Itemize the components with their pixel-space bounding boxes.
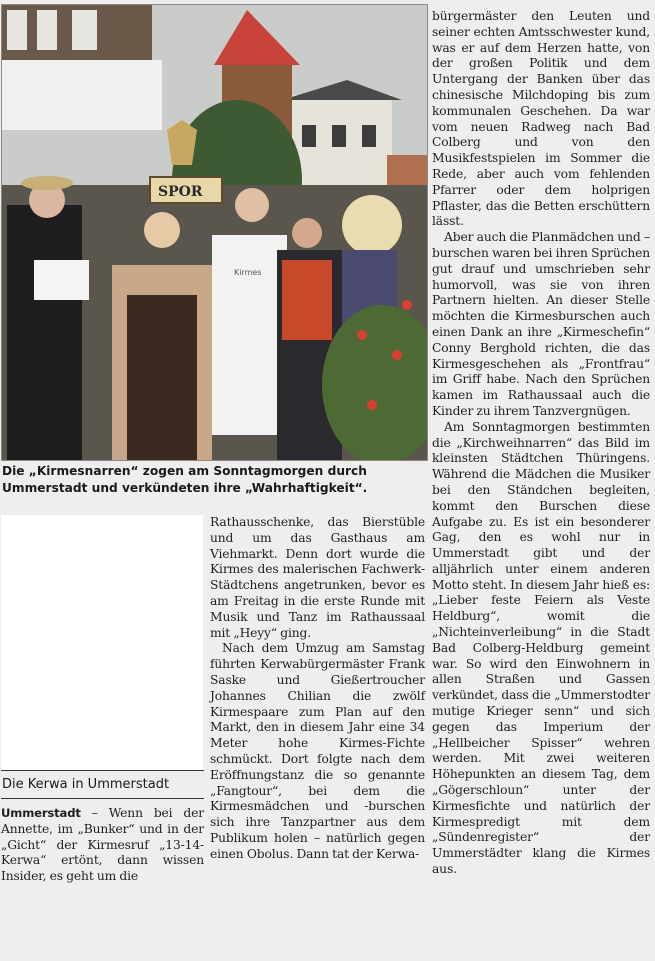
photo-illustration xyxy=(2,5,427,460)
col3-paragraph-3: Am Sonntagmorgen bestimmten die „Kirchweihnarren“ das Bild im kleinsten Städtchen Thüringens. Während die Mädchen die Musiker bei den Ständchen begleiten, kommt den Burschen diese Aufgabe zu. Es ist ein besonderer Gag, den es wohl nur in Ummerstadt gibt und der alljährlich unter einem anderen Motto steht. In diesem Jahr hieß es: „Lieber feste Feiern als Veste Heldburg“, womit die „Nichteinverleibung“ in die Stadt Bad Colberg-Heldburg gemeint war. So wird den Einwohnern in allen Straßen und Gassen verkündet, dass die „Ummerstodter mutige Krieger senn“ und sich gegen das Imperium der „Hellbeicher Spisser“ wehren werden. Mit zwei weiteren Höhepunkten an diesem Tag, dem „Gögerschloun“ unter der Kirmesfichte und natürlich der Kirmespredigt mit dem „Sündenregister“ der Ummerstädter klang die Kirmes aus. xyxy=(432,419,650,877)
col3-paragraph-1: bürgermäster den Leuten und seiner echten Amtsschwester kund, was er auf dem Herzen hatte, von der großen Politik und dem Untergang der Banken über das chinesische Milchdoping bis zum kommunalen Geschehen. Da war vom neuen Radweg nach Bad Colberg und von den Musikfestspielen im Sommer die Rede, aber auch vom fehlenden Pfarrer oder dem holprigen Pflaster, das die Betten erschüttern lässt. xyxy=(432,9,650,229)
section-title: Die Kerwa in Ummerstadt xyxy=(2,777,170,792)
blank-ad-box xyxy=(1,515,203,770)
photo-caption: Die „Kirmesnarren“ zogen am Sonntagmorgen durch Ummerstadt und verkündeten ihre „Wahrhaftigkeit“. xyxy=(2,464,368,495)
article-column-3 xyxy=(432,9,650,878)
section-rule xyxy=(1,798,204,799)
col3-paragraph-2: Aber auch die Planmädchen und –burschen waren bei ihren Sprüchen gut drauf und umschrieben sehr humorvoll, was sie von ihren Partnern hielten. An dieser Stelle möchten die Kirmesburschen auch einen Dank an ihre „Kirmeschefin“ Conny Berghold richten, die das Kirmesgeschehen als „Frontfrau“ im Griff habe. Nach den Sprüchen kamen im Rathaussaal auch die Kinder zu ihrem Tanzvergnügen. xyxy=(432,230,650,418)
article-column-1 xyxy=(1,806,204,885)
dateline: Ummerstadt xyxy=(1,806,81,820)
shirt-text: Kirmes xyxy=(234,268,262,277)
col2-paragraph-1: Rathausschenke, das Bierstüble und um das Gasthaus am Viehmarkt. Denn dort wurde die Kirmes des malerischen Fachwerk-Städtchens angetrunken, bevor es am Freitag in die erste Runde mit Musik und Tanz im Rathaussaal mit „Heyy“ ging. xyxy=(210,515,425,640)
article-column-2 xyxy=(210,515,425,863)
sign-text: SPOR xyxy=(158,184,203,200)
col1-text: – Wenn bei der Annette, im „Bunker“ und in der „Gicht“ der Kirmesruf „13-14-Kerwa“ ertönt, dann wissen Insider, es geht um die xyxy=(1,806,204,884)
col2-paragraph-2: Nach dem Umzug am Samstag führten Kerwabürgermäster Frank Saske und Gießertroucher Johannes Chilian die zwölf Kirmespaare zum Plan auf den Markt, den in diesem Jahr eine 34 Meter hohe Kirmes-Fichte schmückt. Dort folgte nach dem Eröffnungstanz die so genannte „Fangtour“, bei dem die Kirmesmädchen und -burschen sich ihre Tanzpartner aus dem Publikum holen – natürlich gegen einen Obolus. Dann tat der Kerwa- xyxy=(210,641,425,861)
section-rule-top xyxy=(1,770,204,771)
article-photo xyxy=(1,4,428,461)
